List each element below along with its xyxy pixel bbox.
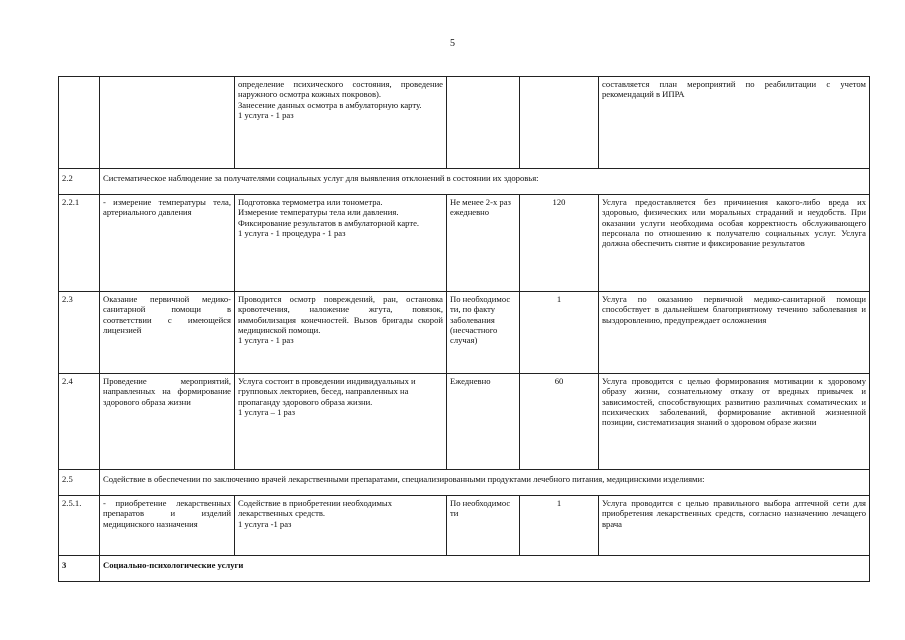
row-number: 2.4 (59, 374, 100, 470)
service-name (100, 77, 235, 169)
section-row (59, 556, 870, 582)
service-terms: Услуга проводится с целью формирования мотивации к здоровому образу жизни, сознательному отказу от вредных привычек и зависимостей, способствующих развитию различных соматических и психических заболеваний, формирование активной жизненной позиции, систематизация знаний о здоровом образе жизни (599, 374, 870, 470)
service-period: По необходимос ти (447, 496, 520, 556)
table-row (59, 374, 870, 470)
service-period (447, 77, 520, 169)
row-number: 2.5 (59, 470, 100, 496)
service-volume: 1 (520, 496, 599, 556)
row-number: 2.2.1 (59, 195, 100, 292)
service-name: - измерение температуры тела, артериального давления (100, 195, 235, 292)
service-period: Не менее 2-х раз ежедневно (447, 195, 520, 292)
service-period: Ежедневно (447, 374, 520, 470)
service-name: - приобретение лекарственных препаратов и изделий медицинского назначения (100, 496, 235, 556)
service-volume (520, 77, 599, 169)
section-row (59, 470, 870, 496)
page-number: 5 (450, 38, 455, 49)
service-period: По необходимос ти, по факту заболевания (несчастного случая) (447, 292, 520, 374)
service-content: Подготовка термометра или тонометра. Измерение температуры тела или давления. Фиксирование результатов в амбулаторной карте. 1 услуга - 1 процедура - 1 раз (235, 195, 447, 292)
service-content: Услуга состоит в проведении индивидуальных и групповых лекториев, бесед, направленных на пропаганду здорового образа жизни. 1 услуга – 1 раз (235, 374, 447, 470)
services-table (58, 76, 870, 582)
service-content: Содействие в приобретении необходимых лекарственных средств. 1 услуга -1 раз (235, 496, 447, 556)
service-name: Оказание первичной медико-санитарной помощи в соответствии с имеющейся лицензией (100, 292, 235, 374)
service-terms: составляется план мероприятий по реабилитации с учетом рекомендаций в ИПРА (599, 77, 870, 169)
service-terms: Услуга проводится с целью правильного выбора аптечной сети для приобретения лекарственных средств, согласно назначению лечащего врача (599, 496, 870, 556)
row-number (59, 77, 100, 169)
service-terms: Услуга предоставляется без причинения какого-либо вреда их здоровью, физических или моральных страданий и неудобств. При оказании услуги необходима особая корректность обслуживающего персонала по отношению к получателю социальных услуг. Услуга должна обеспечить снятие и фиксирование результатов (599, 195, 870, 292)
section-title: Систематическое наблюдение за получателями социальных услуг для выявления отклонений в состоянии их здоровья: (100, 169, 870, 195)
table-row (59, 195, 870, 292)
service-name: Проведение мероприятий, направленных на формирование здорового образа жизни (100, 374, 235, 470)
service-content: определение психического состояния, проведение наружного осмотра кожных покровов). Занесение данных осмотра в амбулаторную карту. 1 услуга - 1 раз (235, 77, 447, 169)
row-number: 2.3 (59, 292, 100, 374)
section-title: Социально-психологические услуги (100, 556, 870, 582)
service-volume: 60 (520, 374, 599, 470)
row-number: 2.5.1. (59, 496, 100, 556)
row-number: 2.2 (59, 169, 100, 195)
service-volume: 1 (520, 292, 599, 374)
service-content: Проводится осмотр повреждений, ран, остановка кровотечения, наложение жгута, повязок, иммобилизация конечностей. Вызов бригады скорой медицинской помощи. 1 услуга - 1 раз (235, 292, 447, 374)
section-title: Содействие в обеспечении по заключению врачей лекарственными препаратами, специализированными продуктами лечебного питания, медицинскими изделиями: (100, 470, 870, 496)
service-volume: 120 (520, 195, 599, 292)
table-row (59, 496, 870, 556)
table-row (59, 292, 870, 374)
table-row (59, 77, 870, 169)
section-row (59, 169, 870, 195)
service-terms: Услуга по оказанию первичной медико-санитарной помощи способствует в дальнейшем благоприятному течению заболевания и выздоровлению, предупреждает осложнения (599, 292, 870, 374)
row-number: 3 (59, 556, 100, 582)
